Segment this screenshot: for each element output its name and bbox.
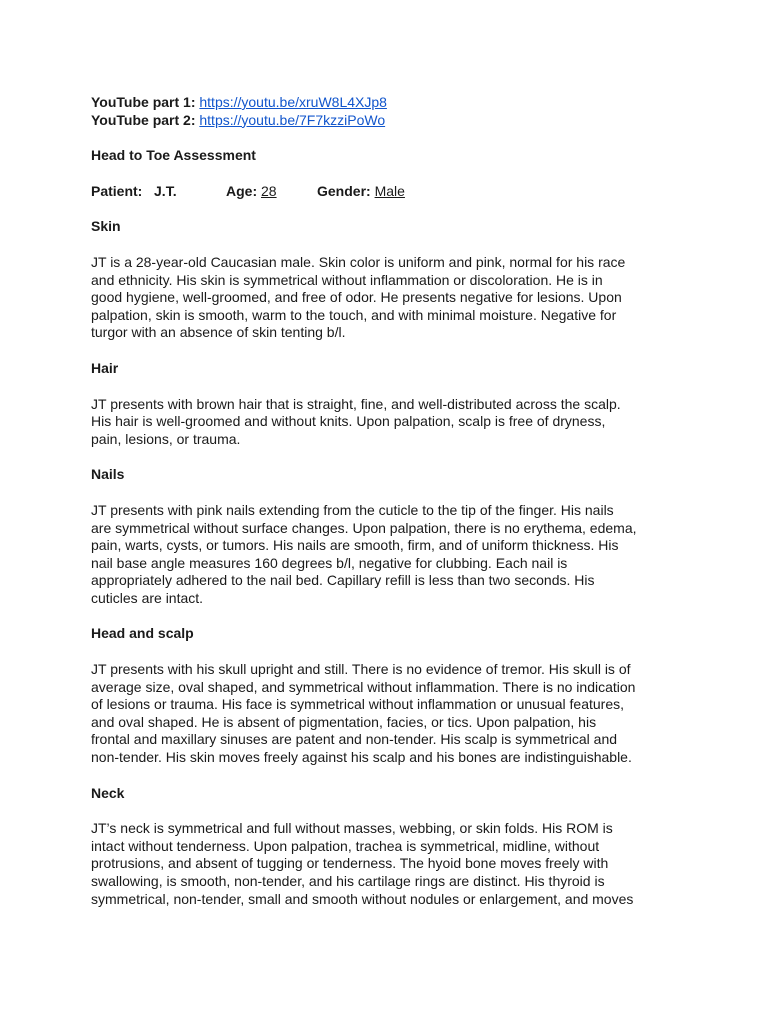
youtube-part2-line — [91, 112, 681, 130]
spacer — [91, 342, 681, 360]
youtube-part2-link[interactable]: https://youtu.be/7F7kzziPoWo — [199, 111, 386, 128]
paragraph-line: JT is a 28-year-old Caucasian male. Skin color is uniform and pink, normal for his race — [91, 253, 626, 270]
youtube-part1-line — [91, 94, 681, 112]
section-heading: Neck — [91, 784, 125, 801]
paragraph-line: and ethnicity. His skin is symmetrical without inflammation or discoloration. He is in — [91, 271, 603, 288]
section-neck — [91, 785, 681, 909]
paragraph-line: and oval shaped. He is absent of pigmentation, facies, or tics. Upon palpation, his — [91, 713, 597, 730]
youtube-part2-label: YouTube part 2: — [91, 111, 196, 128]
gender-value: Male — [374, 182, 405, 199]
paragraph-line: of lesions or trauma. His face is symmetrical without inflammation or unusual features, — [91, 696, 624, 713]
paragraph-line: frontal and maxillary sinuses are patent and non-tender. His scalp is symmetrical and — [91, 731, 618, 748]
paragraph-line: JT presents with brown hair that is straight, fine, and well-distributed across the scalp. — [91, 395, 621, 412]
paragraph-line: good hygiene, well-groomed, and free of odor. He presents negative for lesions. Upon — [91, 289, 622, 306]
age-field — [226, 183, 317, 201]
patient-info-row — [91, 183, 681, 201]
youtube-part1-link[interactable]: https://youtu.be/xruW8L4XJp8 — [199, 94, 387, 110]
gender-field — [317, 183, 405, 201]
spacer — [91, 607, 681, 625]
section-heading: Head and scalp — [91, 625, 194, 642]
gender-label: Gender: — [317, 182, 371, 199]
paragraph-line: intact without tenderness. Upon palpation, trachea is symmetrical, midline, without — [91, 837, 600, 854]
paragraph-line: JT’s neck is symmetrical and full without masses, webbing, or skin folds. His ROM is — [91, 820, 613, 837]
paragraph-line: swallowing, is smooth, non-tender, and his cartilage rings are distinct. His thyroid is — [91, 873, 605, 889]
spacer — [91, 129, 681, 147]
paragraph-line: nail base angle measures 160 degrees b/l, negative for clubbing. Each nail is — [91, 554, 568, 571]
paragraph-line: palpation, skin is smooth, warm to the touch, and with minimal moisture. Negative for — [91, 306, 617, 323]
paragraph-line: protrusions, and absent of tugging or tenderness. The hyoid bone moves freely with — [91, 855, 609, 872]
document-title: Head to Toe Assessment — [91, 147, 256, 164]
paragraph-line: JT presents with his skull upright and still. There is no evidence of tremor. His skull is of — [91, 661, 631, 678]
paragraph-line: His hair is well-groomed and without knits. Upon palpation, scalp is free of dryness, — [91, 413, 606, 430]
spacer — [91, 643, 681, 661]
paragraph-line: appropriately adhered to the nail bed. Capillary refill is less than two seconds. His — [91, 572, 595, 589]
spacer — [91, 484, 681, 502]
youtube-part1-label: YouTube part 1: — [91, 94, 196, 110]
spacer — [91, 802, 681, 820]
spacer — [91, 378, 681, 396]
section-nails — [91, 466, 681, 625]
spacer — [91, 448, 681, 466]
spacer — [91, 200, 681, 218]
section-hair — [91, 360, 681, 466]
section-heading: Hair — [91, 359, 119, 376]
patient-value: J.T. — [154, 182, 177, 199]
paragraph-line: pain, warts, cysts, or tumors. His nails are smooth, firm, and of uniform thickness. His — [91, 537, 619, 554]
section-skin — [91, 218, 681, 360]
paragraph-line: symmetrical, non-tender, small and smooth without nodules or enlargement, and moves — [91, 890, 634, 907]
paragraph-line: are symmetrical without surface changes. Upon palpation, there is no erythema, edema, — [91, 519, 637, 536]
paragraph-line: average size, oval shaped, and symmetrical without inflammation. There is no indication — [91, 678, 636, 695]
section-heading: Nails — [91, 466, 125, 483]
sections-container — [91, 218, 681, 908]
spacer — [91, 165, 681, 183]
paragraph-line: non-tender. His skin moves freely against his scalp and his bones are indistinguishable. — [91, 749, 632, 766]
spacer — [91, 236, 681, 254]
paragraph-line: turgor with an absence of skin tenting b/l. — [91, 324, 346, 341]
paragraph-line: cuticles are intact. — [91, 589, 204, 606]
spacer — [91, 767, 681, 785]
age-value: 28 — [261, 182, 277, 199]
paragraph-line: pain, lesions, or trauma. — [91, 430, 241, 447]
section-heading: Skin — [91, 218, 121, 235]
section-head-and-scalp — [91, 625, 681, 784]
document-page — [91, 94, 681, 908]
paragraph-line: JT presents with pink nails extending from the cuticle to the tip of the finger. His nails — [91, 501, 614, 518]
patient-field — [91, 183, 226, 201]
patient-label: Patient: — [91, 182, 143, 199]
age-label: Age: — [226, 182, 258, 199]
